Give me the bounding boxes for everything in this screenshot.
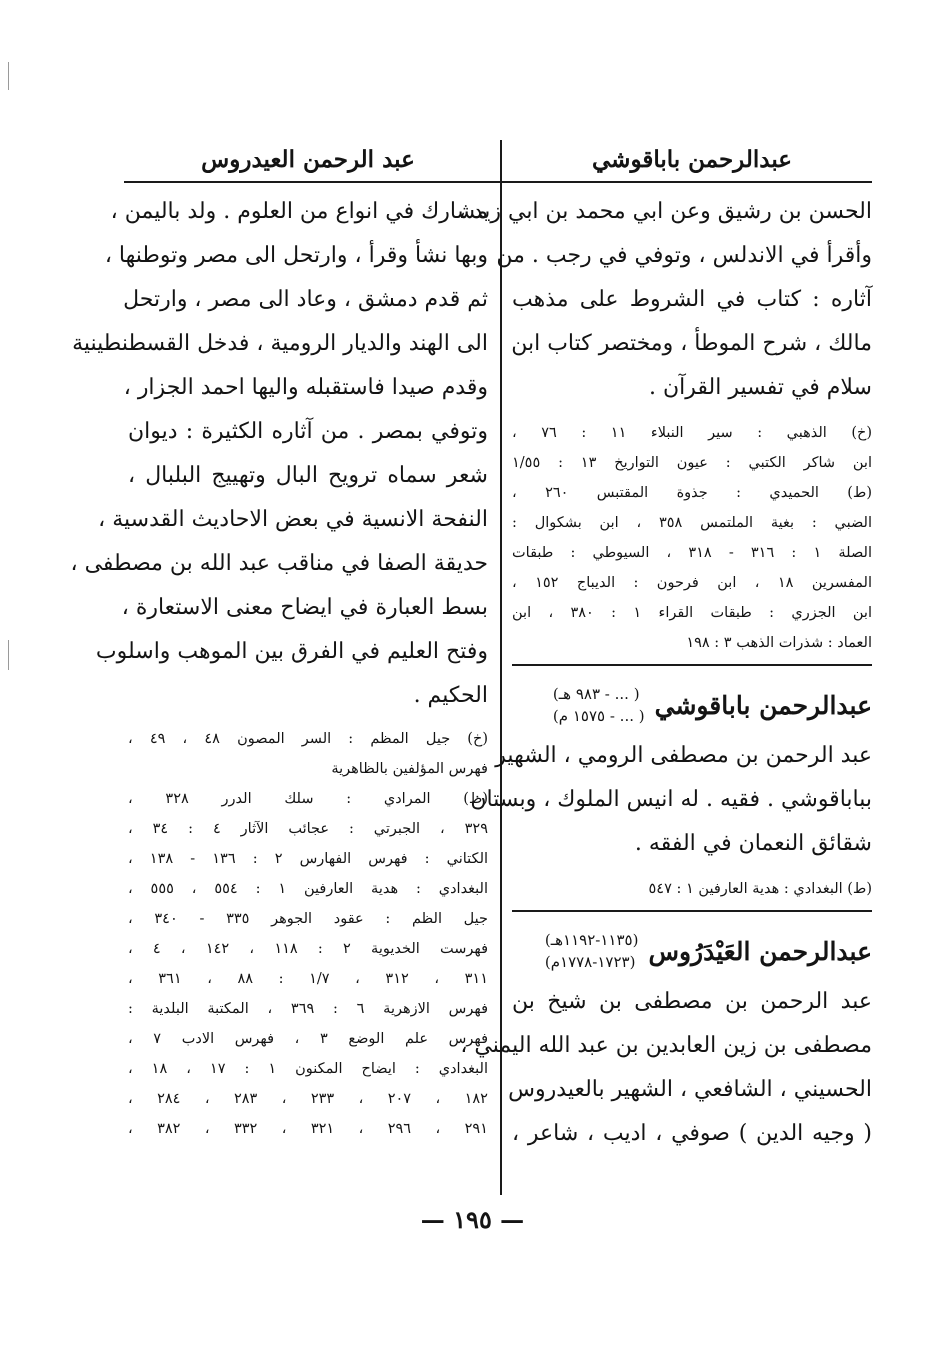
dates-gregorian: (١٧٢٣-١٧٧٨م) <box>544 953 636 971</box>
reference-line: (خ) جيل المظم : السر المصون ٤٨ ، ٤٩ ، <box>128 731 488 747</box>
entry-name: عبدالرحمن باباقوشي <box>654 690 872 720</box>
text-line: الحكيم . <box>413 683 488 708</box>
text-line: الى الهند والديار الرومية ، فدخل القسطنطينية <box>72 331 488 356</box>
reference-line: الكتاني : فهرس الفهارس ٢ : ١٣٦ - ١٣٨ ، <box>128 851 489 867</box>
text-line: الحسيني ، الشافعي ، الشهير بالعيدروس <box>508 1077 872 1102</box>
reference-line: ٣١١ ، ٣١٢ ، ١/٧ : ٨٨ ، ٣٦١ ، <box>128 971 489 987</box>
entry-heading <box>512 676 872 734</box>
text-line: عبد الرحمن بن مصطفى بن شيخ بن <box>512 989 872 1014</box>
text-line: شقائق النعمان في الفقه . <box>634 831 872 856</box>
entry-dates <box>553 683 645 727</box>
reference-line: البغدادي : هدية العارفين ١ : ٥٥٤ ، ٥٥٥ ، <box>128 881 488 897</box>
entry-babaqushi <box>470 676 872 904</box>
reference-line: ٣٢٩ ، الجبرتي : عجائب الآثار ٤ : ٣٤ ، <box>128 821 488 837</box>
entry-aydarus <box>460 922 872 1156</box>
right-references <box>512 418 872 658</box>
text-line: مصطفى بن زين العابدين بن عبد الله اليمني ، <box>460 1033 872 1058</box>
text-line: النفحة الانسية في بعض الاحاديث القدسية ، <box>98 507 488 532</box>
reference-line: (ط) الحميدي : جذوة المقتبس ٢٦٠ ، <box>512 485 872 501</box>
text-line: سلام في تفسير القرآن . <box>648 375 872 400</box>
text-line: حديقة الصفا في مناقب عبد الله بن مصطفى ، <box>70 551 488 576</box>
reference-line: (ط) البغدادي : هدية العارفين ١ : ٥٤٧ <box>648 881 872 897</box>
reference-line: (ط) المرادي : سلك الدرر ٣٢٨ ، <box>128 791 488 807</box>
text-line: ( وجيه الدين ) صوفي ، اديب ، شاعر ، <box>512 1121 872 1146</box>
reference-line: فهرس علم الوضع ٣ ، فهرس الادب ٧ ، <box>128 1031 488 1047</box>
reference-line: العماد : شذرات الذهب ٣ : ١٩٨ <box>686 635 872 651</box>
text-line: وأقرأ في الاندلس ، وتوفي في رجب . من <box>496 243 872 268</box>
scan-margin-mark <box>8 62 9 90</box>
text-line: بباباقوشي . فقيه . له انيس الملوك ، وبستان <box>470 787 872 812</box>
reference-line: ٢٩١ ، ٢٩٦ ، ٣٢١ ، ٣٣٢ ، ٣٨٢ ، <box>128 1121 488 1137</box>
reference-line: البغدادي : ايضاح المكنون ١ : ١٧ ، ١٨ ، <box>128 1061 488 1077</box>
text-line: آثاره : كتاب في الشروط على مذهب <box>512 287 872 312</box>
entry-name: عبدالرحمن العَيْدَرُوس <box>648 936 872 966</box>
page-number: — ١٩٥ — <box>420 1205 525 1234</box>
text-line: ثم قدم دمشق ، وعاد الى مصر ، وارتحل <box>123 287 488 312</box>
dates-hijri: ( ... - ٩٨٣ هـ) <box>552 685 640 703</box>
text-line: وبها نشأ وقرأ ، وارتحل الى مصر وتوطنها ، <box>104 243 488 268</box>
text-line: مالك ، شرح الموطأ ، ومختصر كتاب ابن <box>511 331 872 356</box>
entry-heading <box>512 922 872 980</box>
reference-line: فهرس الازهرية ٦ : ٣٦٩ ، المكتبة البلدية : <box>128 1001 488 1017</box>
reference-line: الضبي : بغية الملتمس ٣٥٨ ، ابن بشكوال : <box>512 515 872 531</box>
left-references <box>128 724 488 1144</box>
running-head-left: عبد الرحمن العيدروس <box>201 146 415 173</box>
reference-line: (خ) الذهبي : سير النبلاء ١١ : ٧٦ ، <box>512 425 873 441</box>
reference-line: الصلة ١ : ٣١٦ - ٣١٨ ، السيوطي : طبقات <box>512 545 872 561</box>
running-head-right: عبدالرحمن باباقوشي <box>592 146 792 173</box>
reference-line: ١٨٢ ، ٢٠٧ ، ٢٣٣ ، ٢٨٣ ، ٢٨٤ ، <box>128 1091 488 1107</box>
left-text <box>70 190 488 718</box>
text-line: مشارك في انواع من العلوم . ولد باليمن ، <box>110 199 488 224</box>
reference-line: ابن الجزري : طبقات القراء ١ : ٣٨٠ ، ابن <box>512 605 872 621</box>
text-line: وتوفي بمصر . من آثاره الكثيرة : ديوان <box>128 419 488 444</box>
text-line: وقدم صيدا فاستقبله واليها احمد الجزار ، <box>123 375 488 400</box>
reference-line: فهرس المؤلفين بالظاهرية <box>331 761 488 777</box>
text-line: وفتح العليم في الفرق بين الموهب واسلوب <box>95 639 488 664</box>
scan-margin-mark <box>8 640 9 670</box>
entry-separator <box>512 664 872 666</box>
text-line: الحسن بن رشيق وعن ابي محمد بن ابي زيد ، <box>458 199 872 224</box>
reference-line: ابن شاكر الكتبي : عيون التواريخ ١٣ : ١/٥٥ <box>512 455 872 471</box>
dates-gregorian: ( ... - ١٥٧٥ م) <box>552 707 645 725</box>
text-line: عبد الرحمن بن مصطفى الرومي ، الشهير <box>495 743 872 768</box>
dates-hijri: (١١٣٥-١١٩٢هـ) <box>544 931 639 949</box>
text-line: بسط العبارة في ايضاح معنى الاستعارة ، <box>121 595 488 620</box>
right-column <box>458 140 873 1156</box>
entry-separator <box>512 910 872 912</box>
left-column <box>70 140 489 1144</box>
reference-line: فهرست الخديوية ٢ : ١١٨ ، ١٤٢ ، ٤ ، <box>128 941 489 957</box>
text-line: شعر سماه ترويح البال وتهييج البلبال ، <box>128 463 488 488</box>
reference-line: جيل الظم : عقود الجوهر ٣٣٥ - ٣٤٠ ، <box>128 911 488 927</box>
reference-line: المفسرين ١٨ ، ابن فرحون : الديباج ١٥٢ ، <box>512 575 872 591</box>
entry-dates <box>545 929 639 973</box>
right-intro <box>458 190 872 410</box>
